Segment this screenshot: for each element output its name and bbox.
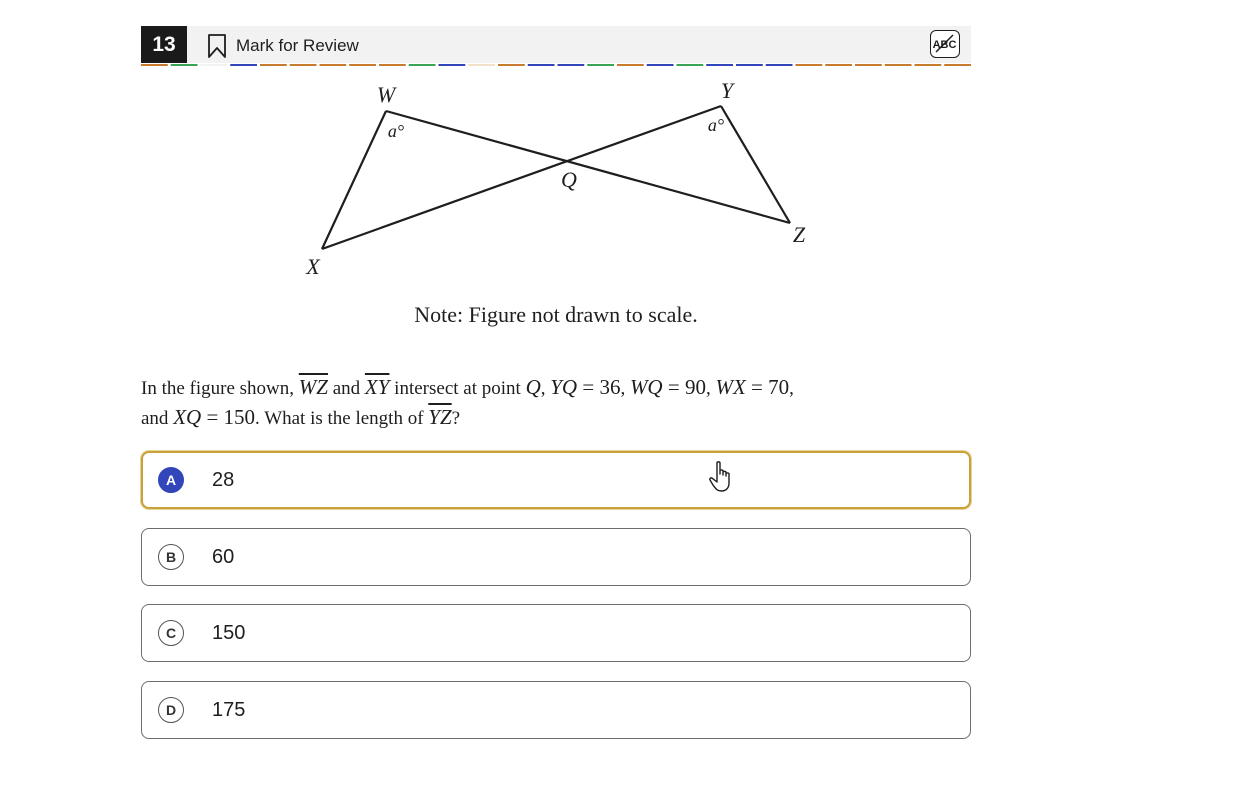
- stripe-segment: [885, 64, 912, 66]
- segment-wx: [322, 111, 386, 249]
- question-number: 13: [141, 26, 187, 63]
- figure-note: Note: Figure not drawn to scale.: [414, 302, 698, 327]
- segment-xy-text: $\overline{XY}$: [364, 375, 390, 399]
- segment-yz: [721, 106, 790, 223]
- stripe-segment: [825, 64, 852, 66]
- stripe-segment: [766, 64, 793, 66]
- stripe-segment: [230, 64, 257, 66]
- stripe-segment: [379, 64, 406, 66]
- stripe-segment: [915, 64, 942, 66]
- question-text: In the figure shown, $\overline{WZ}$ and $\overline{XY}$ intersect at point Q, YQ = 36, WQ = 90, WX = 70, and XQ = 150. What is the length of $\overline{YZ}$?: [141, 375, 794, 429]
- label-q: Q: [561, 167, 577, 192]
- stripe-segment: [558, 64, 585, 66]
- abc-icon-text: ABC: [932, 39, 957, 51]
- stripe-segment: [528, 64, 555, 66]
- stripe-segment: [706, 64, 733, 66]
- stripe-segment: [677, 64, 704, 66]
- stripe-segment: [587, 64, 614, 66]
- stripe-segment: [944, 64, 971, 66]
- stripe-segment: [736, 64, 763, 66]
- stripe-segment: [617, 64, 644, 66]
- mark-for-review-button[interactable]: [207, 33, 359, 59]
- choice-text: 150: [212, 621, 246, 644]
- choice-d[interactable]: [141, 681, 971, 739]
- stripe-segment: [498, 64, 525, 66]
- question-header: [141, 26, 971, 63]
- segment-yz-text: $\overline{YZ}$: [428, 405, 452, 429]
- choice-b[interactable]: [141, 528, 971, 586]
- angle-y-label: a°: [707, 115, 725, 135]
- answer-eliminator-button[interactable]: [930, 30, 960, 58]
- choice-letter-badge: D: [158, 697, 184, 723]
- choice-letter-badge: A: [158, 467, 184, 493]
- label-x: X: [306, 254, 320, 279]
- choice-text: 60: [212, 545, 235, 568]
- stripe-segment: [260, 64, 287, 66]
- choice-letter-badge: C: [158, 620, 184, 646]
- stripe-segment: [141, 64, 168, 66]
- segment-xy: [322, 106, 721, 249]
- stripe-segment: [796, 64, 823, 66]
- stripe-segment: [349, 64, 376, 66]
- choice-text: 175: [212, 698, 246, 721]
- segment-wz-text: $\overline{WZ}$: [298, 375, 328, 399]
- stripe-segment: [320, 64, 347, 66]
- stripe-segment: [647, 64, 674, 66]
- mark-for-review-label: Mark for Review: [236, 36, 359, 55]
- bookmark-icon: [207, 33, 227, 59]
- hand-pointer-cursor-icon: [708, 460, 734, 494]
- angle-w-label: a°: [387, 121, 405, 141]
- segment-wz: [386, 111, 790, 223]
- progress-stripe: [141, 64, 971, 67]
- geometry-figure: [280, 72, 840, 292]
- stripe-segment: [468, 64, 495, 66]
- stripe-segment: [290, 64, 317, 66]
- choice-text: 28: [212, 468, 235, 491]
- choice-letter-badge: B: [158, 544, 184, 570]
- stripe-segment: [201, 64, 228, 66]
- label-z: Z: [792, 222, 806, 247]
- stripe-segment: [439, 64, 466, 66]
- stripe-segment: [171, 64, 198, 66]
- stripe-segment: [409, 64, 436, 66]
- stripe-segment: [855, 64, 882, 66]
- choice-c[interactable]: [141, 604, 971, 662]
- label-y: Y: [720, 78, 734, 103]
- label-w: W: [376, 82, 396, 107]
- abc-strike-icon: [931, 31, 959, 56]
- choice-a[interactable]: [141, 451, 971, 509]
